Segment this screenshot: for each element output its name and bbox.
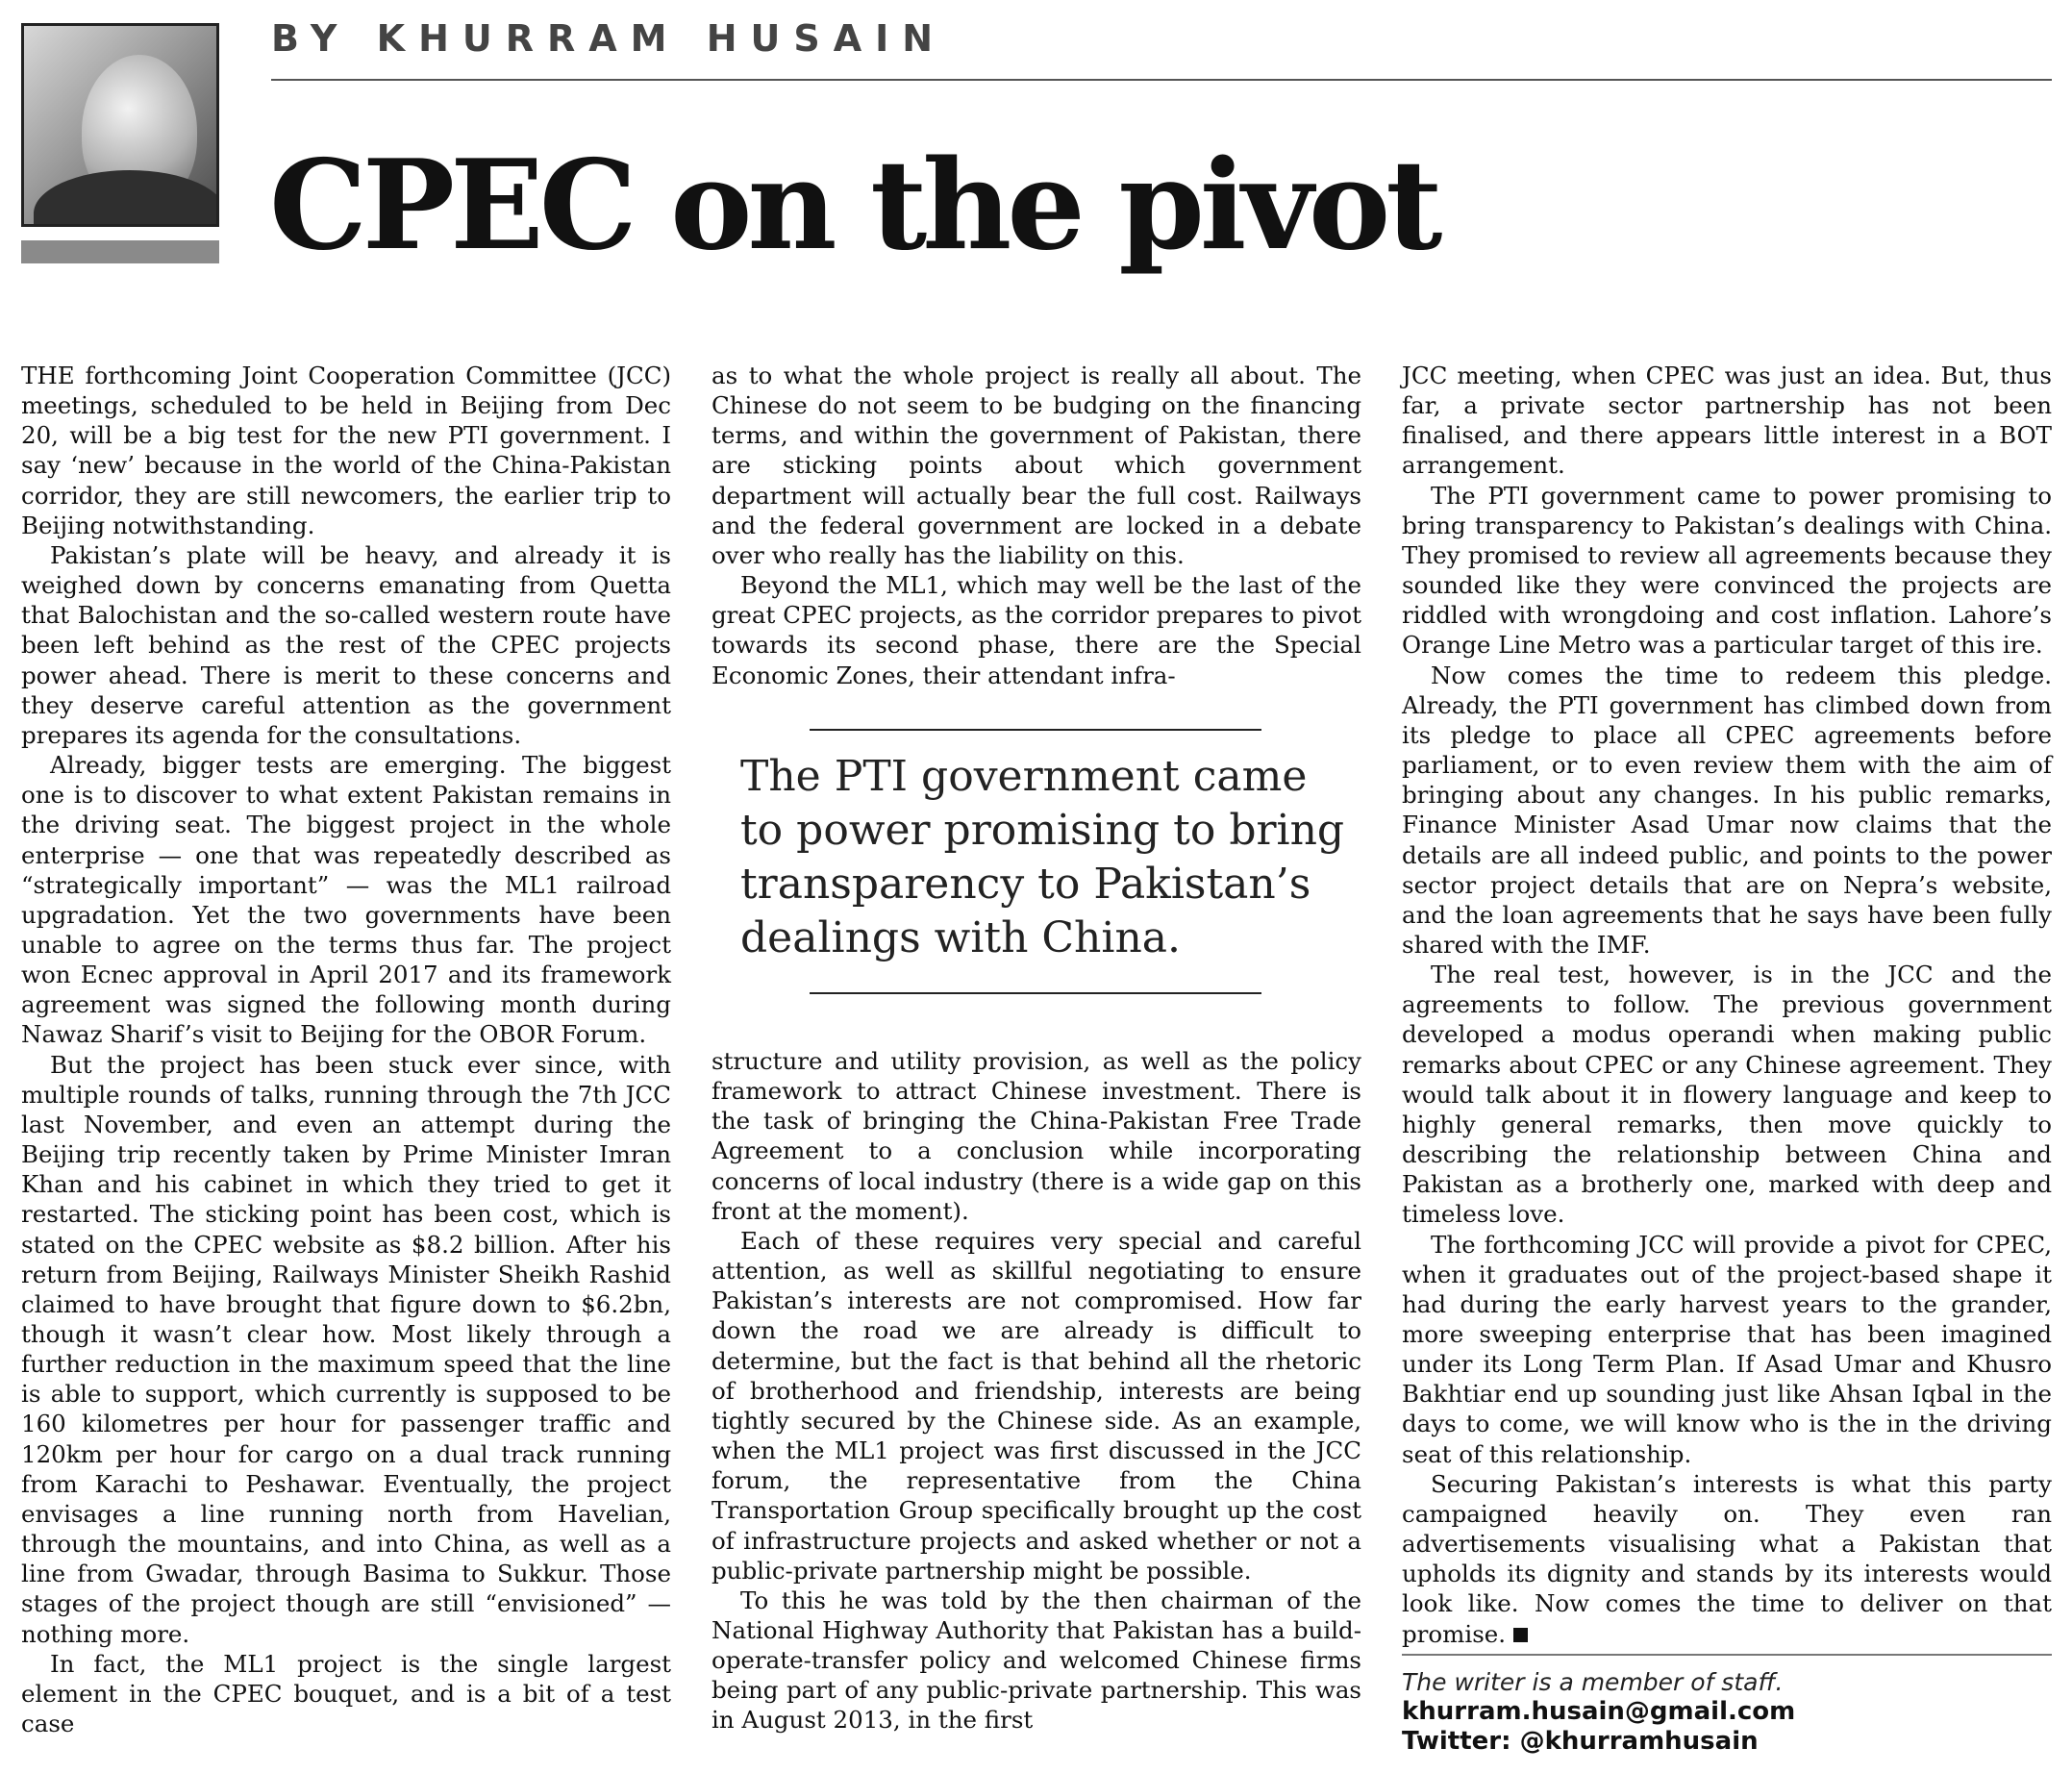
final-paragraph <box>1402 1469 2052 1649</box>
author-shoulder-shape <box>34 170 219 227</box>
paragraph: THE forthcoming Joint Cooperation Committee (JCC) meetings, scheduled to be held in Beijing from Dec 20, will be a big test for the new PTI government. I say ‘new’ because in the world of the China-Pakistan corridor, they are still newcomers, the earlier trip to Beijing notwithstanding. <box>21 362 671 539</box>
paragraph: The PTI government came to power promising to bring transparency to Pakistan’s dealings with China. They promised to review all agreements because they sounded like they were convinced the projects are riddled with wrongdoing and cost inflation. Lahore’s Orange Line Metro was a particular target of this ire. <box>1402 481 2052 660</box>
author-email: khurram.husain@gmail.com <box>1402 1697 1796 1726</box>
author-photo-bar <box>21 240 219 263</box>
final-paragraph-text: Securing Pakistan’s interests is what this party campaigned heavily on. They even ran advertisements visualising what a Pakistan that upholds its dignity and stands by its interests would look like. Now comes the time to deliver on that promise. <box>1402 1469 2052 1648</box>
pullquote: The PTI government came to power promising to bring transparency to Pakistan’s dealings with China. <box>740 752 1345 962</box>
paragraph: JCC meeting, when CPEC was just an idea. But, thus far, a private sector partnership has not been finalised, and there appears little interest in a BOT arrangement. <box>1402 362 2052 480</box>
paragraph: But the project has been stuck ever since, with multiple rounds of talks, running through the 7th JCC last November, and even an attempt during the Beijing trip recently taken by Prime Minister Imran Khan and his cabinet in which they tried to get it restarted. The sticking point has been cost, which is stated on the CPEC website as $8.2 billion. After his return from Beijing, Railways Minister Sheikh Rashid claimed to have brought that figure down to $6.2bn, though it wasn’t clear how. Most likely through a further reduction in the maximum speed that the line is able to support, which currently is supposed to be 160 kilometres per hour for passenger traffic and 120km per hour for cargo on a dual track running from Karachi to Peshawar. Eventually, the project envisages a line running north from Havelian, through the mountains, and into China, as well as a line from Gwadar, through Basima to Sukkur. Those stages of the project though are still “envisioned” — nothing more. <box>21 1050 671 1648</box>
paragraph: Beyond the ML1, which may well be the last of the great CPEC projects, as the corridor prepares to pivot towards its second phase, there are the Special Economic Zones, their attendant infra- <box>711 571 1361 689</box>
article-column-2-bottom <box>711 1046 1361 1736</box>
article-column-1 <box>21 361 671 1738</box>
article-column-2-top <box>711 361 1361 690</box>
paragraph: To this he was told by the then chairman of the National Highway Authority that Pakistan has a build-operate-transfer policy and welcomed Chinese firms being part of any public-private partnership. This was in August 2013, in the first <box>711 1586 1361 1735</box>
end-mark-icon <box>1513 1628 1528 1642</box>
signature-rule <box>1402 1654 2052 1656</box>
article-column-3 <box>1402 361 2052 1649</box>
pullquote-rule-top <box>810 729 1261 731</box>
author-photo <box>21 23 219 227</box>
paragraph: The real test, however, is in the JCC and the agreements to follow. The previous government developed a modus operandi when making public remarks about CPEC or any Chinese agreement. They would talk about it in flowery language and keep to highly general remarks, then move quickly to describing the relationship between China and Pakistan as a brotherly one, marked with deep and timeless love. <box>1402 961 2052 1229</box>
author-signature <box>1402 1667 2065 1757</box>
header-rule <box>271 79 2052 81</box>
byline: BY KHURRAM HUSAIN <box>271 17 947 60</box>
paragraph: Already, bigger tests are emerging. The biggest one is to discover to what extent Pakistan remains in the driving seat. The biggest project in the whole enterprise — one that was repeatedly described as “strategically important” — was the ML1 railroad upgradation. Yet the two governments have been unable to agree on the terms thus far. The project won Ecnec approval in April 2017 and its framework agreement was signed the following month during Nawaz Sharif’s visit to Beijing for the OBOR Forum. <box>21 751 671 1049</box>
paragraph: In fact, the ML1 project is the single largest element in the CPEC bouquet, and is a bit of a test case <box>21 1649 671 1738</box>
headline: CPEC on the pivot <box>269 134 1438 278</box>
paragraph: Now comes the time to redeem this pledge. Already, the PTI government has climbed down from its pledge to place all CPEC agreements before parliament, or to even review them with the aim of bringing about any changes. In his public remarks, Finance Minister Asad Umar now claims that the details are all indeed public, and points to the power sector project details that are on Nepra’s website, and the loan agreements that he says have been fully shared with the IMF. <box>1402 661 2052 959</box>
author-twitter: Twitter: @khurramhusain <box>1402 1727 1759 1756</box>
author-note: The writer is a member of staff. <box>1402 1668 1784 1696</box>
paragraph: The forthcoming JCC will provide a pivot for CPEC, when it graduates out of the project-based shape it had during the early harvest years to the grander, more sweeping enterprise that has been imagined under its Long Term Plan. If Asad Umar and Khusro Bakhtiar end up sounding just like Ahsan Iqbal in the days to come, we will know who is the in the driving seat of this relationship. <box>1402 1230 2052 1468</box>
paragraph: Pakistan’s plate will be heavy, and already it is weighed down by concerns emanating from Quetta that Balochistan and the so-called western route have been left behind as the rest of the CPEC projects power ahead. There is merit to these concerns and they deserve careful attention as the government prepares its agenda for the consultations. <box>21 540 671 749</box>
pullquote-rule-bottom <box>810 992 1261 994</box>
paragraph: as to what the whole project is really all about. The Chinese do not seem to be budging on the financing terms, and within the government of Pakistan, there are sticking points about which government department will actually bear the full cost. Railways and the federal government are locked in a debate over who really has the liability on this. <box>711 362 1361 569</box>
paragraph: Each of these requires very special and careful attention, as well as skillful negotiating to ensure Pakistan’s interests are not compromised. How far down the road we are already is difficult to determine, but the fact is that behind all the rhetoric of brotherhood and friendship, interests are being tightly secured by the Chinese side. As an example, when the ML1 project was first discussed in the JCC forum, the representative from the China Transportation Group specifically brought up the cost of infrastructure projects and asked whether or not a public-private partnership might be possible. <box>711 1226 1361 1585</box>
paragraph: structure and utility provision, as well as the policy framework to attract Chinese investment. There is the task of bringing the China-Pakistan Free Trade Agreement to a conclusion while incorporating concerns of local industry (there is a wide gap on this front at the moment). <box>711 1047 1361 1225</box>
